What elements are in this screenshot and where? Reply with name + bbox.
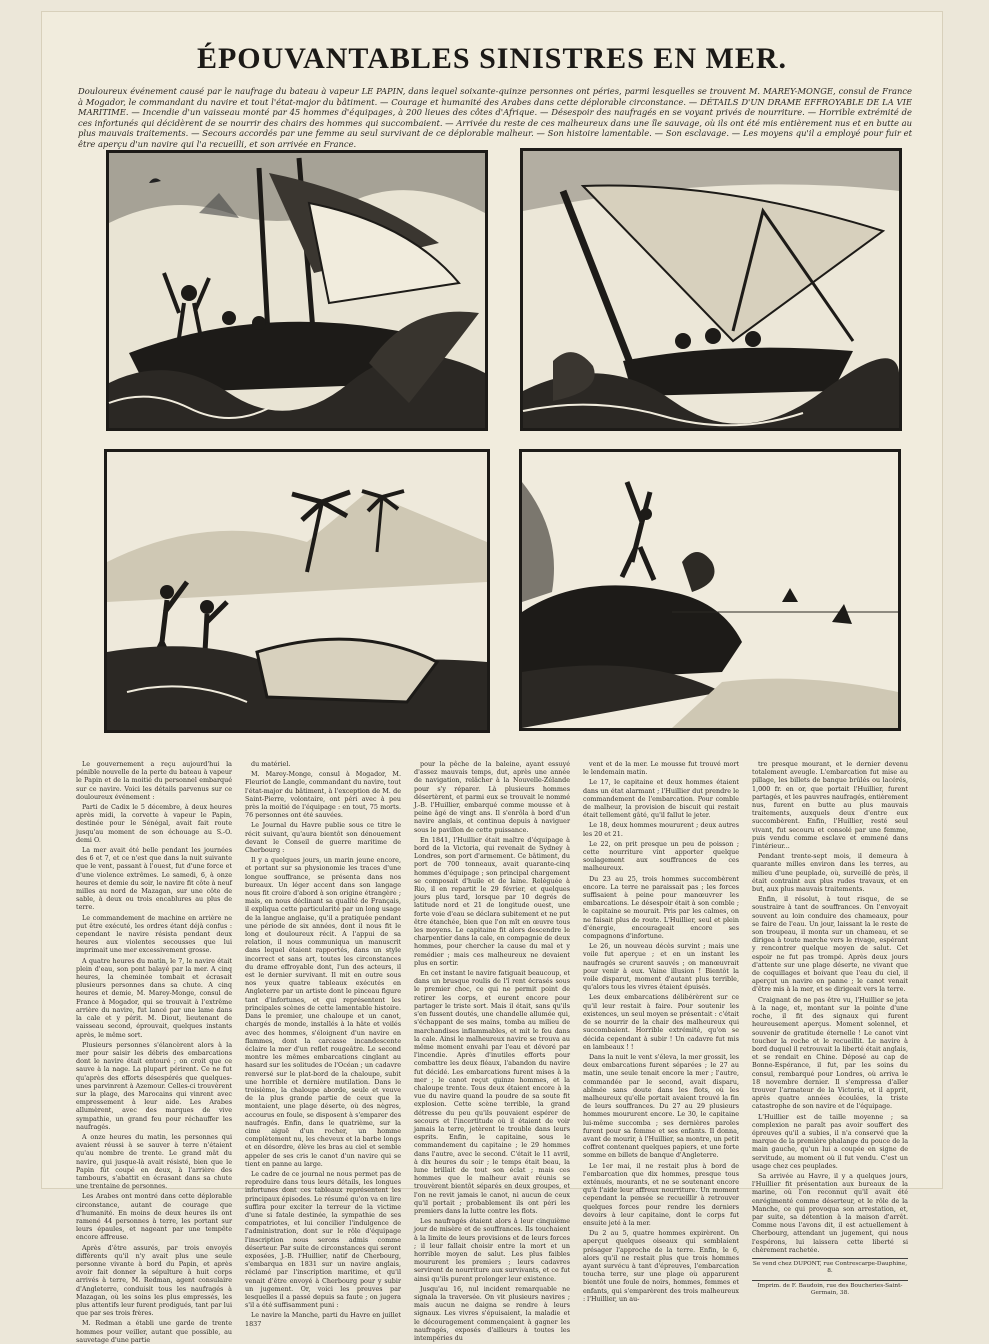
text-column-5: [752, 760, 908, 1297]
paragraph: Parti de Cadix le 5 décembre, à deux heures après midi, la corvette à vapeur le Papin, destinée pour le Sénégal, avait fait route jusqu'au moment de son échouage au S.-O. demi O.: [76, 803, 232, 844]
paragraph: La mer avait été belle pendant les journées des 6 et 7, et ce n'est que dans la nuit suivante que le vent, passant à l'ouest, fut d'une force et d'une violence extrêmes. Le samedi, 6, à onze heures et demie du soir, le navire fit côte à neuf milles au nord de Mazagan, sur une côte de sable, à deux ou trois encablures au plus de terre.: [76, 846, 232, 912]
paragraph: Après d'être assurés, par trois envoyés différents qu'il n'y avait plus une seule personne vivante à bord du Papin, et après avoir fait donner la sépulture à huit corps arrivés à terre, M. Redman, agent consulaire d'Angleterre, conduisit tous les naufragés à Mazagan, où les soins les plus empressés, les plus attentifs leur furent prodigués, tant par lui que par ses trois frères.: [76, 1243, 232, 1318]
paragraph: Le gouvernement a reçu aujourd'hui la pénible nouvelle de la perte du bateau à vapeur le Papin et de la moitié du personnel embarqué sur ce navire. Voici les détails parvenus sur ce douloureux événement :: [76, 760, 232, 801]
paragraph: En cet instant le navire fatiguait beaucoup, et dans un brusque roulis de l'î rent écrasés sous le premier choc, ce qui ne permit point de retirer les corps, et eurent encore pour partager le triste sort. Mais il était, sans qu'ils s'en fussent doutés, une chandelle allumée qui, s'échappant de ses mains, tomba au milieu de marchandises inflammables, et mit le feu dans la cale. Ainsi le malheureux navire se trouva au même moment envahi par l'eau et dévoré par l'incendie. Après d'inutiles efforts pour combattre les deux fléaux, l'abandon du navire fut décidé. Les embarcations furent mises à la mer ; le canot reçut quinze hommes, et la chaloupe trente. Tous deux étaient encore à la vue du navire quand la poudre de sa soute fit explosion. Cette scène terrible, la grand détresse du peu qu'ils pouvaient espérer de secours et l'incertitude où il étaient de voir jamais la terre, jetèrent le trouble dans leurs esprits. Enfin, le capitaine, sous le commandement du capitaine ; le 29 hommes dans l'autre, avec le second. C'était le 11 avril, à dix heures du soir ; le temps était beau, la lune brillait de tout son éclat ; mais ces hommes que le malheur avait réunis se trouvèrent bientôt séparés en deux groupes, et l'on ne revit jamais le canot, ni aucun de ceux qu'il portait ; probablement ils ont péri les premiers dans la lutte contre les flots.: [414, 969, 570, 1215]
imprint-divider: [752, 1280, 908, 1281]
paragraph: Les deux embarcations délibérèrent sur ce qu'il leur restait à faire. Pour soutenir les existences, un seul moyen se présentait : c'était de se nourrir de la chair des malheureux qui succombaient. Horrible extrémité, qu'on se décida cependant à subir ! Un cadavre fut mis en lambeaux ! !: [583, 993, 739, 1051]
lifeboat-at-sea-engraving-icon: [520, 148, 902, 431]
text-column-2: [245, 760, 401, 1328]
paragraph: Le navire la Manche, parti du Havre en juillet 1837: [245, 1311, 401, 1328]
paragraph: Le 1er mai, il ne restait plus à bord de l'embarcation que dix hommes, presque tous exténués, mourants, et ne se soutenant encore qu'à l'aide leur affreux nourriture. Un moment cependant la pensée se recueillir à retrouver quelques forces pour rendre les derniers devoirs à leur capitaine, dont le corps fut ensuite jeté à la mer.: [583, 1161, 739, 1227]
paragraph: vent et de la mer. Le mousse fut trouvé mort le lendemain matin.: [583, 760, 739, 777]
paragraph: Le 22, on prit presque un peu de poisson ; cette nourriture vint apporter quelque soulagement aux souffrances de ces malheureux.: [583, 839, 739, 873]
paragraph: tre presque mourant, et le dernier devenu totalement aveugle. L'embarcation fut mise au pillage, les billets de banque brûlés ou lacérés, 1,000 fr. en or, que portait l'Huillier, furent partagés, et les pauvres naufragés, entièrement nus, furent en butte au plus mauvais traitements, auxquels deux d'entre eux succombèrent. Enfin, l'Huillier, resté seul vivant, fut secouru et consolé par une femme, puis vendu comme esclave et emmené dans l'intérieur...: [752, 760, 908, 851]
paragraph: du matériel.: [251, 760, 291, 768]
shipwreck-storm-engraving-icon: [106, 150, 488, 431]
paragraph: M. Redman a établi une garde de trente hommes pour veiller, autant que possible, au sauvetage d'une partie: [76, 1319, 232, 1344]
paragraph: Le 17, le capitaine et deux hommes étaient dans un état alarmant ; l'Huillier dut prendre le commandement de l'embarcation. Pour comble de malheur, la provision de biscuit qui restait était tellement gâté, qu'il fallut le jeter.: [583, 778, 739, 820]
paragraph: Craignant de ne pas être vu, l'Huillier se jeta à la nage, et, montant sur la pointe d'une roche, il fit des signaux qui furent heureusement aperçus. Moment solennel, et souvenir de gratitude éternelle ! Le canot vint toucher la roche et le recueillit. Le navire à bord duquel il retrouvait la liberté était anglais, et se rendait en Chine. Déposé au cap de Bonne-Espérance, il fut, par les soins du consul, rembarqué pour Londres, où arriva le 18 novembre dernier. Il s'empressa d'aller trouver l'armateur de la Victoria, et il apprit, après quatre années écoulées, la triste catastrophe de son navire et de l'équipage.: [752, 995, 908, 1111]
paragraph: Le 26, un nouveau décès survint ; mais une voile fut aperçue ; et en un instant les naufragés se crurent sauvés ; on manœuvrait pour venir à eux. Vaine illusion ! Bientôt la voile disparut, moment d'autant plus terrible, qu'alors tous les vivres étaient épuisés.: [583, 942, 739, 992]
paragraph: Jusqu'au 16, nul incident remarquable ne signala la traversée. On vit plusieurs navires ; mais aucun ne daigna se rendre à leurs signaux. Les vivres s'épuisaient, la maladie et le découragement commençaient à gagner les naufragés, exposés d'ailleurs à toutes les intempéries du: [414, 1284, 570, 1343]
page-subtitle: Douloureux événement causé par le naufrage du bateau à vapeur LE PAPIN, dans lequel soixante-quinze personnes ont péries, parmi lesquelles se trouvent M. MAREY-MONGE, consul de France à Mogador, le commandant du navire et tout l'état-major du bâtiment. — Courage et humanité des Arabes dans cette déplorable circonstance. — DÉTAILS D'UN DRAME EFFROYABLE DE LA VIE MARITIME. — Incendie d'un vaisseau monté par 45 hommes d'équipages, à 200 lieues des côtes d'Afrique. — Désespoir des naufragés en se voyant privés de nourriture. — Horrible extrémité de ces infortunés qui décidèrent de se nourrir des chairs des hommes qui succombaient. — Arrivée du reste de ces malheureux dans une île sauvage, où ils ont été mis entièrement nus et en butte au plus mauvais traitements. — Secours accordés par une femme au seul survivant de ce déplorable malheur. — Son histoire lamentable. — Son esclavage. — Les moyens qu'il a employé pour fuir et être aperçu d'un navire qui l'a recueilli, et son arrivée en France.: [78, 86, 913, 149]
imprint-printer: Imprim. de F. Baudoin, rue des Boucheries-Saint-Germain, 38.: [757, 1282, 903, 1297]
paragraph: Dans la nuit le vent s'éleva, la mer grossit, les deux embarcations furent séparées ; le 27 au matin, une seule tenait encore la mer ; l'autre, commandée par le second, avait disparu, abîmée sans doute dans les flots, où les malheureux qu'elle portait avaient trouvé la fin de leurs souffrances. Du 27 au 29 plusieurs hommes moururent encore. Le 30, le capitaine lui-même succomba ; ses dernières paroles furent pour sa femme et ses enfants. Il donna, avant de mourir, à l'Huillier, sa montre, un petit coffret contenant quelques papiers, et une forte somme en billets de banque d'Angleterre.: [583, 1052, 739, 1160]
paragraph: Du 2 au 5, quatre hommes expirèrent. On aperçut quelques oiseaux qui semblaient présager l'approche de la terre. Enfin, le 6, alors qu'il ne restait plus que trois hommes ayant survécu à tant d'épreuves, l'embarcation toucha terre, sur une plage où apparurent bientôt une foule de noirs, hommes, femmes et enfants, qui s'emparèrent des trois malheureux : l'Huillier, un au-: [583, 1229, 739, 1303]
imprint-seller: Se vend chez DUPONT, rue Contrescarpe-Dauphine, 8.: [752, 1260, 908, 1275]
castaway-on-rock-engraving-icon: [519, 449, 901, 731]
paragraph: Le Journal du Havre publie sous ce titre le récit suivant, qu'aura bientôt son dénouement devant le Conseil de guerre maritime de Cherbourg :: [245, 821, 401, 855]
paragraph: Il y a quelques jours, un marin jeune encore, et portant sur sa physionomie les traces d'une longue souffrance, se présenta dans nos bureaux. Un léger accent dans son langage nous fit croire d'abord à son origine étrangère ; mais, en nous déclinant sa qualité de Français, il expliqua cette particularité par un long usage de la langue anglaise, qu'il a pratiquée pendant une période de six années, dont il nous fit le long et douloureux récit. A l'appui de sa relation, il nous communiqua un manuscrit dans lequel étaient rapportés, dans un style incorrect et sans art, toutes les circonstances du drame effroyable dont, l'un des acteurs, il est le dernier survivant. Il mit en outre sous nos yeux quatre tableaux exécutés en Angleterre par un artiste dont le pinceau figure tant d'infortunes, et qui représentent les principales scènes de cette lamentable histoire. Dans le premier, une chaloupe et un canot, chargés de monde, installés à la hâte et voilés avec des hommes, s'éloignent d'un navire en flammes, dont la carcasse incandescente éclaire la mer d'un reflet rougeâtre. Le second montre les mêmes embarcations cinglant au hasard sur les solitudes de l'Océan ; un cadavre renversé sur le plat-bord de la chaloupe, subit une horrible et dernière mutilation. Dans le troisième, la chaloupe aborde, seule et veuve de la plus grande partie de ceux que la montaient, une plage déserte, où des nègres, accourus en foule, se disposent à s'emparer des naufragés. Enfin, dans le quatrième, sur la cime aiguë d'un rocher, un homme complètement nu, les cheveux et la barbe longs et en désordre, élève les bras au ciel et semble appeler de ses cris le canot d'un navire qui se tient en panne au large.: [245, 856, 401, 1168]
paragraph: Sa arrivée au Havre, il y a quelques jours, l'Huillier fit présentation aux bureaux de la marine, où l'on reconnut qu'il avait été enrégimenté comme déserteur, et le rôle de la Manche, ce qui provoqua son arrestation, et, par suite, sa détention à la maison d'arrêt. Comme nous l'avons dit, il est actuellement à Cherbourg, attendant un jugement, qui nous l'espérons, lui laissera cette liberté si chèrement rachetée.: [752, 1171, 908, 1254]
paragraph: En 1841, l'Huillier était maître d'équipage à bord de la Victoria, qui revenait de Sydney à Londres, son port d'armement. Ce bâtiment, du port de 700 tonneaux, avait quarante-cinq hommes d'équipage ; son principal chargement se composait d'huile et de laine. Reléguée à Rio, il en repartit le 29 février, et quelques jours plus tard, lorsque par 10 degrés de latitude nord et 21 de longitude ouest, une forte voie d'eau se déclara subitement et ne put être étanchée, bien que l'on mît en œuvre tous les moyens. Le capitaine fit alors descendre le charpentier dans la cale, en compagnie de deux hommes, pour chercher la cause du mal et y remédier ; mais ces malheureux ne devaient plus en sortir.: [414, 835, 570, 967]
paragraph: Du 23 au 25, trois hommes succombèrent encore. La terre ne paraissait pas ; les forces suffisaient à peine pour manœuvrer les embarcations. Le désespoir était à son comble ; le capitaine se mourait. Pris par les calmes, on ne faisait plus de route. L'Huillier, seul et plein d'énergie, encourageait encore ses compagnons d'infortune.: [583, 874, 739, 941]
text-column-4: [583, 760, 739, 1303]
paragraph: M. Marey-Monge, consul à Mogador, M. Fleuriot de Langle, commandant du navire, tout l'état-major du bâtiment, à l'exception de M. de Saint-Pierre, volontaire, ont péri avec à peu près la moitié de l'équipage : en tout, 75 morts. 76 personnes ont été sauvées.: [245, 770, 401, 820]
broadsheet-page: [42, 12, 942, 1344]
text-column-1: [76, 760, 232, 1344]
page-title: ÉPOUVANTABLES SINISTRES EN MER.: [196, 42, 788, 75]
paragraph: Enfin, il résolut, à tout risque, de se soustraire à tant de souffrances. On l'envoyait souvent au loin conduire des chameaux, pour se faire de l'eau. Un jour, laissant la le reste de son troupeau, il monta sur un chameau, et se dirigea à toute marche vers le rivage, espérant y rencontrer quelque moyen de salut. Cet espoir ne fut pas trompé. Après deux jours d'attente sur une plage déserte, ne vivant que de coquillages et boivant que l'eau du ciel, il aperçut un navire en panne ; le canot venait d'être mis à la mer, et se dirigeait vers la terre.: [752, 895, 908, 994]
paragraph: A quatre heures du matin, le 7, le navire était plein d'eau, son pont balayé par la mer. A cinq heures, la cheminée tombait et écrasait plusieurs personnes dans sa chute. A cinq heures et demie, M. Marey-Monge, consul de France à Mogador, qui se trouvait à l'extrême arrière du navire, fut lancé par une lame dans la cale et y périt. M. Diout, lieutenant de vaisseau second, éprouvait, quelques instants après, le même sort.: [76, 956, 232, 1039]
article-body: [76, 760, 908, 1344]
paragraph: Les naufragés étaient alors à leur cinquième jour de misère et de souffrances. Ils touchaient à la limite de leurs provisions et de leurs forces ; il leur fallait choisir entre la mort et un horrible moyen de salut. Les plus faibles moururent les premiers ; leurs cadavres servirent de nourriture aux survivants, et ce fut ainsi qu'ils purent prolonger leur existence.: [414, 1217, 570, 1283]
paragraph: L'Huillier est de taille moyenne ; sa complexion ne paraît pas avoir souffert des épreuves qu'il a subies, il n'a conservé que la marque de la première phalange du pouce de la main gauche, qu'un lui a coupée en signe de servitude, au moment où il fut vendu. C'est un usage chez ces peuplades.: [752, 1112, 908, 1170]
paragraph: pour la pêche de la baleine, ayant essuyé d'assez mauvais temps, dut, après une année de navigation, relâcher à la Nouvelle-Zélande pour s'y réparer. Là plusieurs hommes désertèrent, et parmi eux se trouvait le nommé J.-B. l'Huillier, embarqué comme mousse et à peine âgé de vingt ans. Il s'enrôla à bord d'un navire anglais, et continua depuis à naviguer sous le pavillon de cette puissance.: [414, 760, 570, 834]
natives-on-beach-engraving-icon: [104, 449, 490, 733]
paragraph: A onze heures du matin, les personnes qui avaient réussi à se sauver à terre n'étaient qu'au nombre de trente. Le grand mât du navire, qui jusque-là avait résisté, bien que le Papin fût coupé en deux, à l'arrière des tambours, s'abattit en écrasant dans sa chute une trentaine de personnes.: [76, 1132, 232, 1191]
paragraph: Le 18, deux hommes moururent ; deux autres les 20 et 21.: [583, 821, 739, 838]
paragraph: Le cadre de ce journal ne nous permet pas de reproduire dans tous leurs détails, les longues infortunes dont ces tableaux représentent les principaux épisodes. Le résumé qu'on va en lire suffira pour exciter la terreur de la victime d'une si fatale destinée, la sympathie de ses compatriotes, et lui concilier l'indulgence de l'administration, dont sur le rôle d'équipage l'inscription nous serons admis comme déserteur. Par suite de circonstances qui seront exposées, J.-B. l'Huillier, natif de Cherbourg, s'embarqua en 1831 sur un navire anglais, réclamé par l'inscription maritime, et qu'il venait d'être envoyé à Cherbourg pour y subir un jugement. Or, voici les preuves par lesquelles il a passé depuis sa faute ; on jugera s'il a été suffisamment puni :: [245, 1169, 401, 1310]
text-column-3: [414, 760, 570, 1343]
paragraph: Plusieurs personnes s'élancèrent alors à la mer pour saisir les débris des embarcations dont le navire était entouré ; on croit que ce sauve à la nage. La plupart périrent. Ce ne fut qu'après des efforts désespérés que quelques-unes parvinrent à Azemour. Celles-ci trouvèrent sur la plage, des Marocains qui vinrent avec empressement à leur aide. Les Arabes allumèrent, avec des marques de vive sympathie, un grand feu pour réchauffer les naufragés.: [76, 1040, 232, 1131]
imprint-divider: [752, 1258, 908, 1259]
paragraph: Les Arabes ont montré dans cette déplorable circonstance, autant de courage que d'humanité. En moins de deux heures ils ont ramené 44 personnes à terre, les portant sur leurs épaules, et nageant par une tempête encore affreuse.: [76, 1192, 232, 1242]
paragraph: Le commandement de machine en arrière ne put être exécuté, les ordres étant déjà confus : cependant le navire résista pendant deux heures aux violentes secousses que lui imprimait une mer excessivement grosse.: [76, 913, 232, 955]
paragraph: Pendant trente-sept mois, il demeura à quarante milles environ dans les terres, au milieu d'une peuplade, où, surveillé de près, il était contraint aux plus rudes travaux, et en but, aux plus mauvais traitements.: [752, 852, 908, 894]
